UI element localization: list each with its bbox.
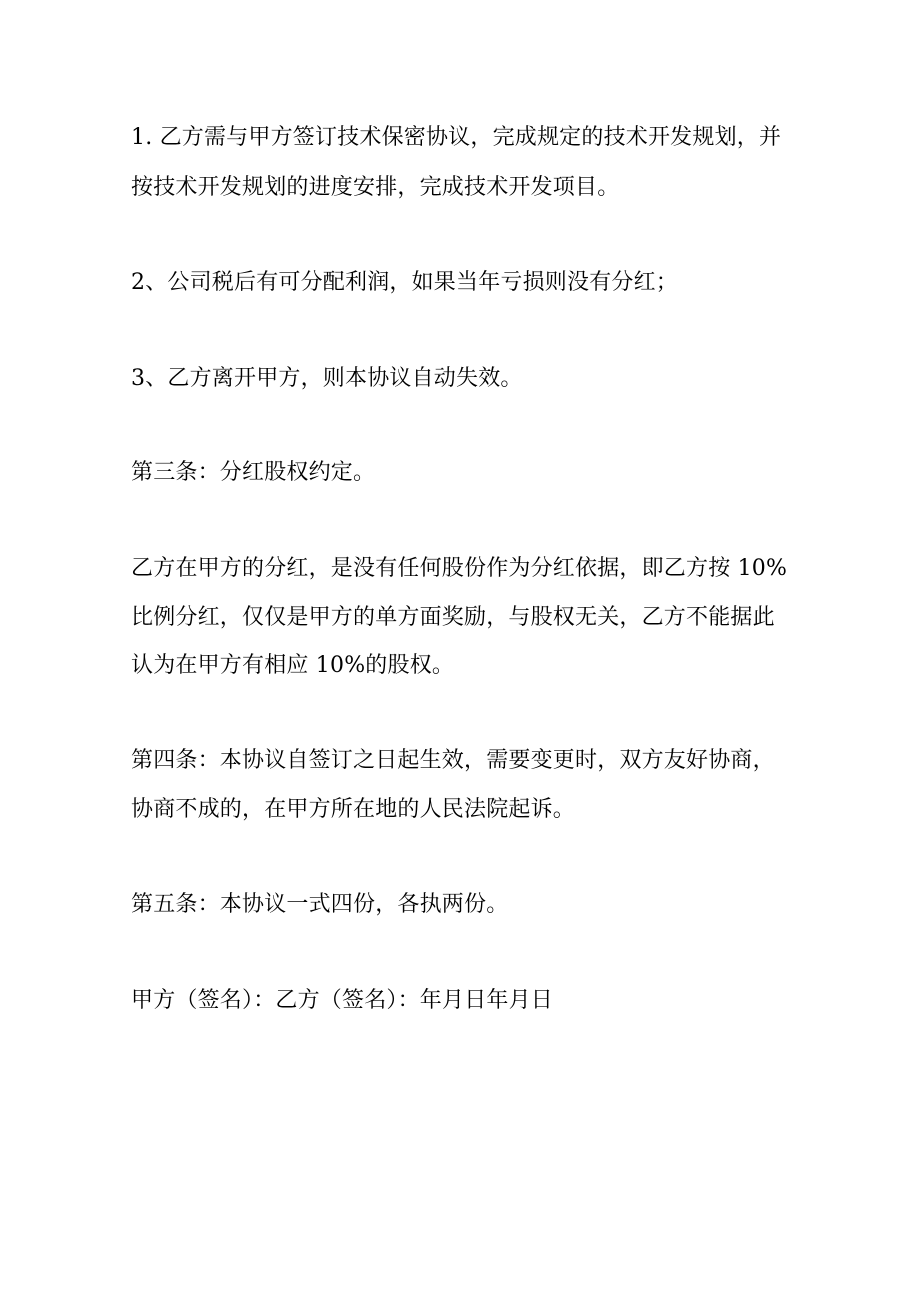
signature-line: 甲方（签名）：乙方（签名）：年月日年月日 xyxy=(131,988,554,1013)
clause-2: 2、公司税后有可分配利润，如果当年亏损则没有分红； xyxy=(131,270,678,295)
clause-1-line-1: 1. 乙方需与甲方签订技术保密协议，完成规定的技术开发规划，并 xyxy=(131,125,782,150)
clause-1-line-2: 按技术开发规划的进度安排，完成技术开发项目。 xyxy=(131,175,620,200)
article-4-line-2: 协商不成的，在甲方所在地的人民法院起诉。 xyxy=(131,797,576,822)
clause-3: 3、乙方离开甲方，则本协议自动失效。 xyxy=(131,366,523,391)
article-3-line-1: 乙方在甲方的分红，是没有任何股份作为分红依据，即乙方按 10% xyxy=(131,556,788,581)
article-3-heading: 第三条：分红股权约定。 xyxy=(131,460,376,485)
article-5: 第五条：本协议一式四份，各执两份。 xyxy=(131,892,509,917)
article-3-line-2: 比例分红，仅仅是甲方的单方面奖励，与股权无关，乙方不能据此 xyxy=(131,605,775,630)
article-3-line-3: 认为在甲方有相应 10%的股权。 xyxy=(131,653,455,678)
article-4-line-1: 第四条：本协议自签订之日起生效，需要变更时，双方友好协商， xyxy=(131,748,775,773)
